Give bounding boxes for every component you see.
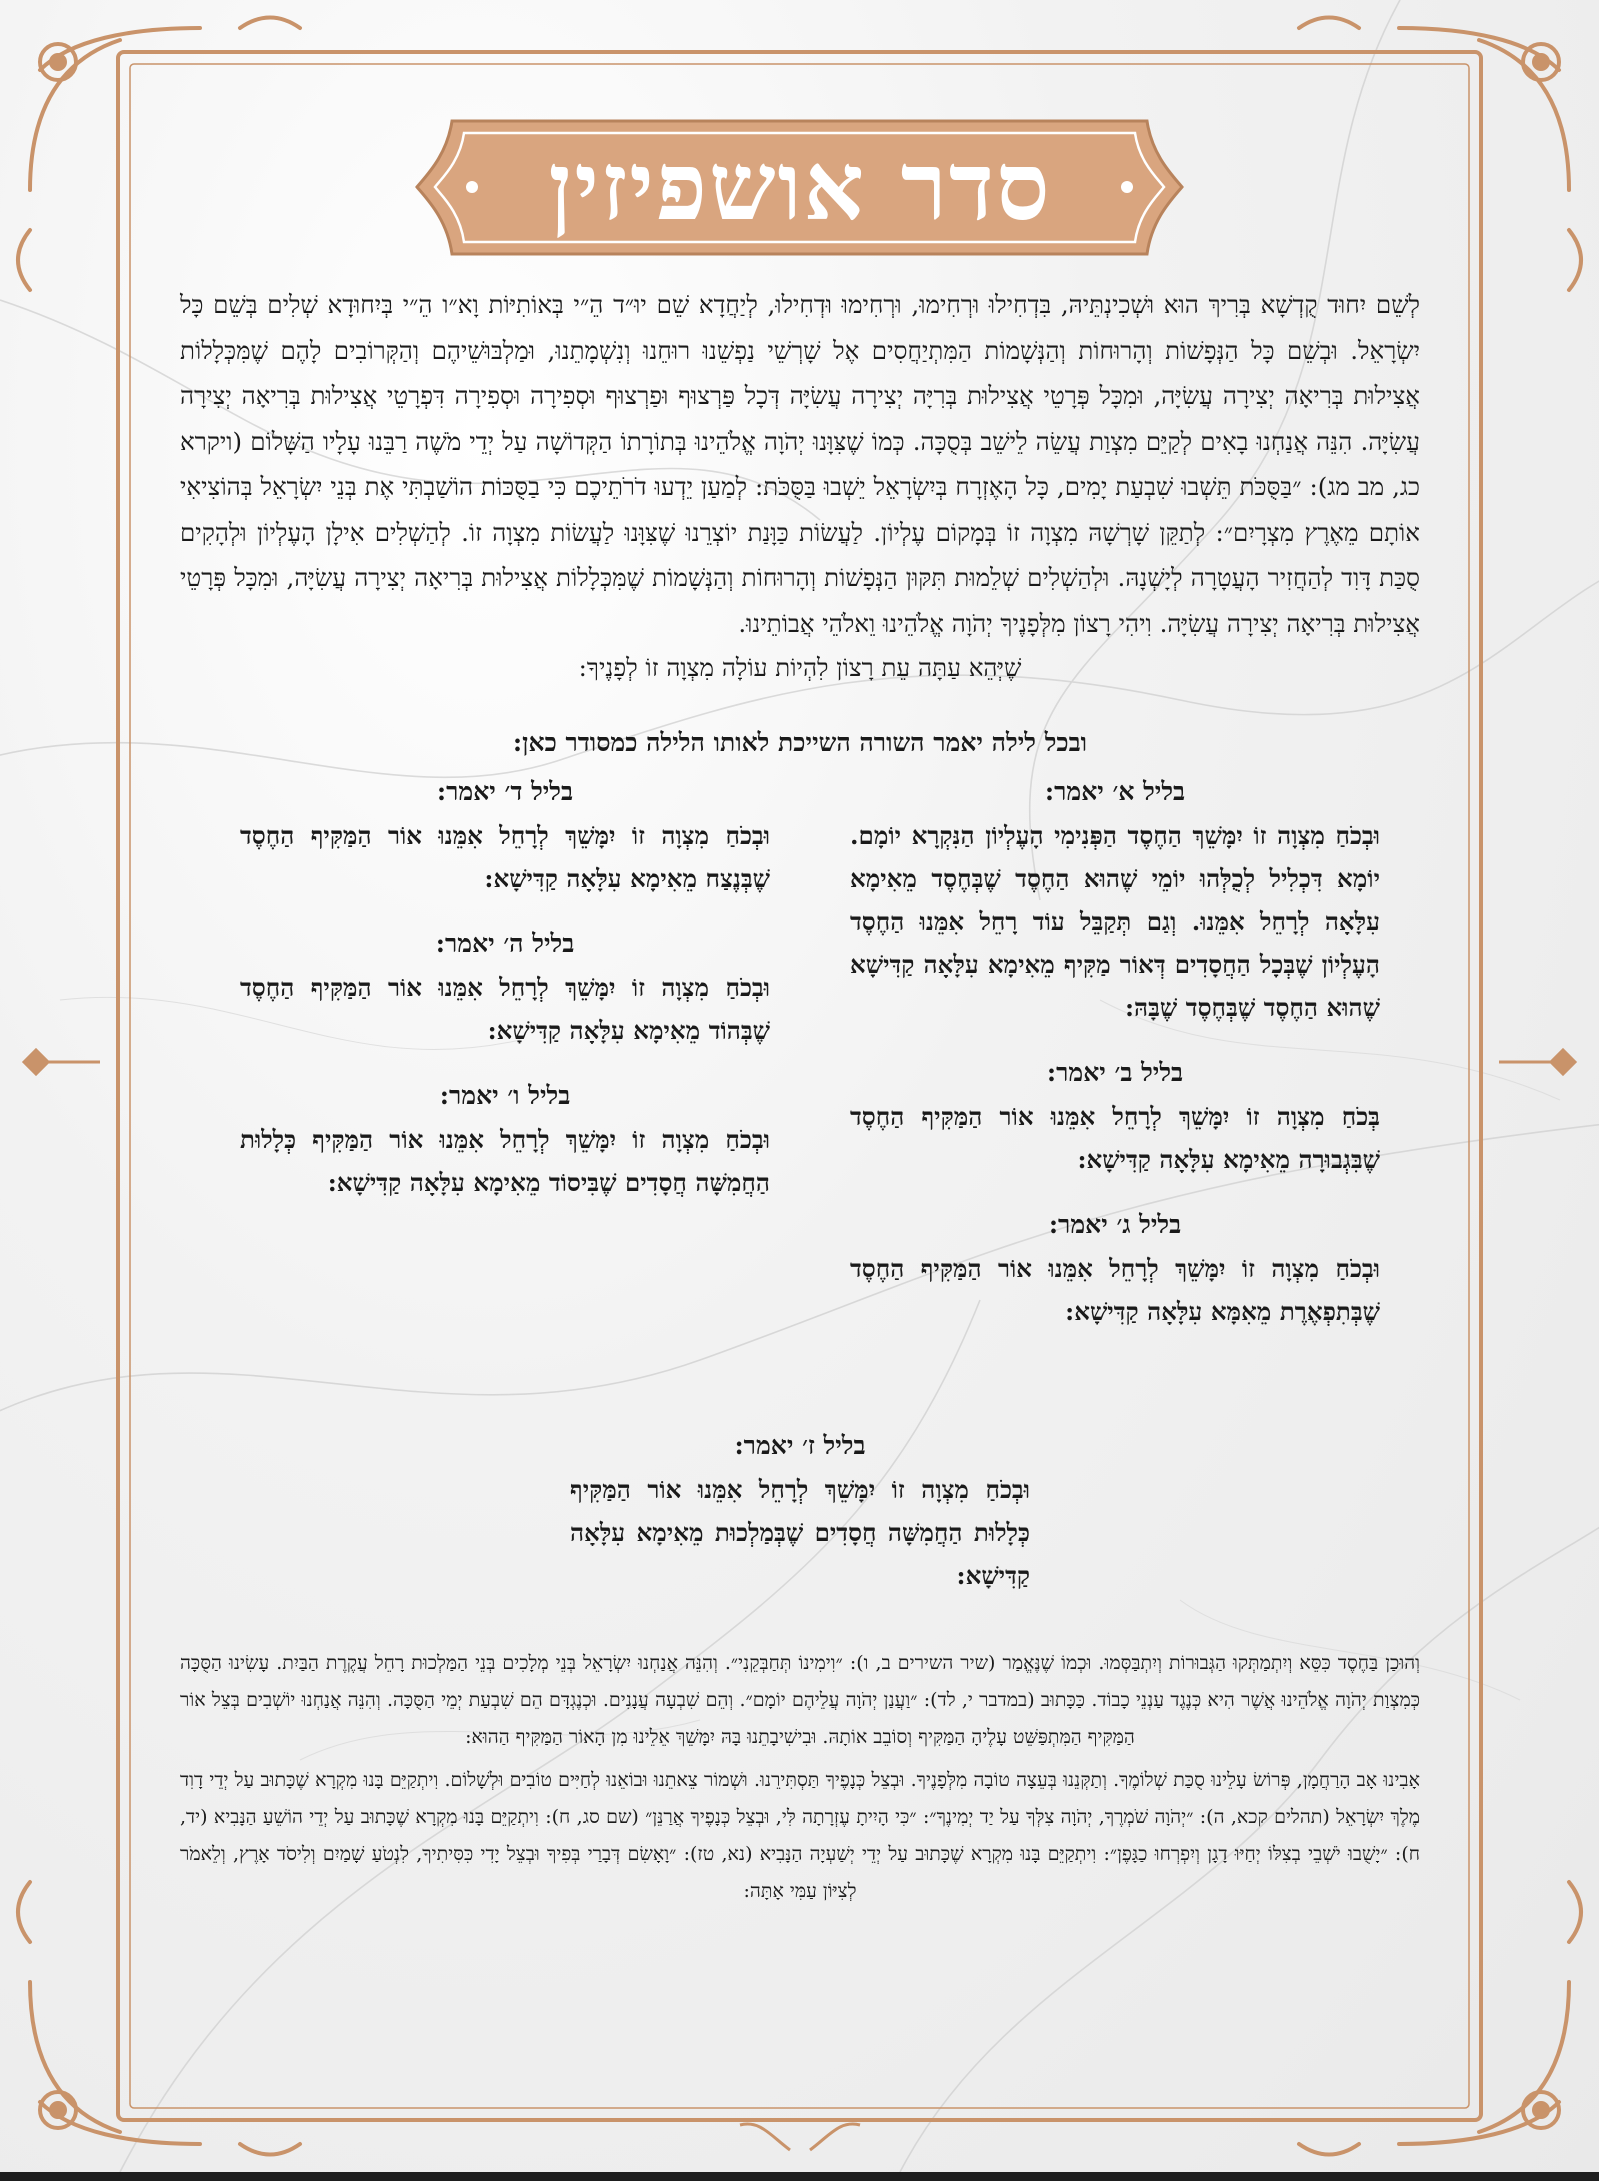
night-2-text: בְּכֹחַ מִצְוָה זוֹ יִמָּשֵׁךְ לְרָחֵל אִמֵּנוּ אוֹר הַמַּקִּיף הַחֶסֶד שֶׁבִּגְבוּרָה מֵאִימָא עִלָּאָה קַדִּישָׁא: [850, 1102, 1380, 1174]
intro-paragraph: לְשֵׁם יִחוּד קֻדְשָׁא בְּרִיךְ הוּא וּשְׁכִינְתֵּיהּ, בִּדְחִילוּ וּרְחִימוּ, וּרְחִימוּ וּדְחִילוּ, לְיַחֲדָא שֵׁם יוּ״ד הֵ״י בְּאוֹתִיּוֹת וָא״ו הֵ״י בְּיִחוּדָא שְׁלִים בְּשֵׁם כָּל יִשְׂרָאֵל. וּבְשֵׁם כָּל הַנְּפָשׁוֹת וְהָרוּחוֹת וְהַנְּשָׁמוֹת הַמִּתְיַחֲסִים אֶל שָׁרְשֵׁי נַפְשֵׁנוּ רוּחֵנוּ וְנִשְׁמָתֵנוּ, וּמַלְבּוּשֵׁיהֶם וְהַקְּרוֹבִים לָהֶם שֶׁמִּכְּלָלוֹת אֲצִילוּת בְּרִיאָה יְצִירָה עֲשִׂיָּה, וּמִכָּל פְּרָטֵי אֲצִילוּת בְּרִיָּה יְצִירָה עֲשִׂיָּה דְּכָל פַּרְצוּף וּפַרְצוּף וּסְפִירָה וּסְפִירָה דִּפְרָטֵי אֲצִילוּת בְּרִיאָה יְצִירָה עֲשִׂיָּה. הִנֵּה אֲנַחְנוּ בָאִים לְקַיֵּם מִצְוַת עֲשֵׂה לֵישֵׁב בְּסֻכָּה. כְּמוֹ שֶׁצִּוָּנוּ יְהֹוָה אֱלֹהֵינוּ בְּתוֹרָתוֹ הַקְּדוֹשָׁה עַל יְדֵי מֹשֶׁה רַבֵּנוּ עָלָיו הַשָּׁלוֹם (ויקרא כג, מב מג): ״בַּסֻּכֹּת תֵּשְׁבוּ שִׁבְעַת יָמִים, כָּל הָאֶזְרָח בְּיִשְׂרָאֵל יֵשְׁבוּ בַּסֻּכֹּת: לְמַעַן יֵדְעוּ דֹרֹתֵיכֶם כִּי בַסֻּכּוֹת הוֹשַׁבְתִּי אֶת בְּנֵי יִשְׂרָאֵל בְּהוֹצִיאִי אוֹתָם מֵאֶרֶץ מִצְרָיִם״: לְתַקֵּן שָׁרְשָׁהּ מִצְוָה זוֹ בְּמָקוֹם עֶלְיוֹן. לַעֲשׂוֹת כַּוָּנַת יוֹצְרֵנוּ שֶׁצִּוָּנוּ לַעֲשׂוֹת מִצְוָה זוֹ. לְהַשְׁלִים אִילָן הָעֶלְיוֹן וּלְהָקִים סֻכַּת דָּוִד לְהַחֲזִיר הָעֲטָרָה לְיָשְׁנָהּ. וּלְהַשְׁלִים שְׁלֵמוּת תִּקּוּן הַנְּפָשׁוֹת וְהָרוּחוֹת וְהַנְּשָׁמוֹת שֶׁמִּכְּלָלוֹת אֲצִילוּת בְּרִיאָה יְצִירָה עֲשִׂיָּה, וּמִכָּל פְּרָטֵי אֲצִילוּת בְּרִיאָה יְצִירָה עֲשִׂיָּה. וִיהִי רָצוֹן מִלְּפָנֶיךָ יְהֹוָה אֱלֹהֵינוּ וֵאלֹהֵי אֲבוֹתֵינוּ. [180, 290, 1420, 638]
night-4-text: וּבְכֹחַ מִצְוָה זוֹ יִמָּשֵׁךְ לְרָחֵל אִמֵּנוּ אוֹר הַמַּקִּיף הַחֶסֶד שֶׁבְּנֶצַח מֵאִימָא עִלָּאָה קַדִּישָׁא: [240, 821, 770, 893]
nightly-instruction: ובכל לילה יאמר השורה השייכת לאותו הלילה כמסודר כאן: [512, 728, 1088, 757]
night-7-heading: בליל ז׳ יאמר: [734, 1431, 866, 1460]
nights-column-right [850, 770, 1380, 1355]
night-6-text: וּבְכֹחַ מִצְוָה זוֹ יִמָּשֵׁךְ לְרָחֵל אִמֵּנוּ אוֹר הַמַּקִּיף כְּלָלוּת הַחֲמִשָּׁה חֲסָדִים שֶׁבִּיסוֹד מֵאִימָא עִלָּאָה קַדִּישָׁא: [240, 1125, 770, 1197]
night-1-text: וּבְכֹחַ מִצְוָה זוֹ יִמָּשֵׁךְ הַחֶסֶד הַפְּנִימִי הָעֶלְיוֹן הַנִּקְרָא יוֹמָם. יוֹמָא דִּכְלִיל לְכֻלְּהוּ יוֹמֵי שֶׁהוּא הַחֶסֶד שֶׁבְּחֶסֶד מֵאִימָא עִלָּאָה לְרָחֵל אִמֵּנוּ. וְגַם תְּקַבֵּל עוֹד רָחֵל אִמֵּנוּ הַחֶסֶד הָעֶלְיוֹן שֶׁבְּכָל הַחֲסָדִים דְּאוֹר מַקִּיף מֵאִימָא עִלָּאָה קַדִּישָׁא שֶׁהוּא הַחֶסֶד שֶׁבְּחֶסֶד שֶׁבָּהּ: [850, 821, 1380, 1022]
night-2-heading: בליל ב׳ יאמר: [1046, 1058, 1184, 1087]
night-1-heading: בליל א׳ יאמר: [1044, 777, 1186, 806]
night-3-text: וּבְכֹחַ מִצְוָה זוֹ יִמָּשֵׁךְ לְרָחֵל אִמֵּנוּ אוֹר הַמַּקִּיף הַחֶסֶד שֶׁבְּתִפְאֶרֶת מֵאִמָּא עִלָּאָה קַדִּישָׁא: [850, 1254, 1380, 1326]
night-4-block [240, 770, 770, 900]
night-7-block [570, 1424, 1030, 1597]
closing-paragraph-1: וְהוּכַן בַּחֶסֶד כִּסֵּא וְיִתְמַתְּקוּ הַגְּבוּרוֹת וְיִתְבַּסְּמוּ. וּכְמוֹ שֶׁנֶּאֱמַר (שיר השירים ב, ו): ״וִימִינוֹ תְּחַבְּקֵנִי״. וְהִנֵּה אֲנַחְנוּ יִשְׂרָאֵל בְּנֵי מְלָכִים בְּנֵי הַמַּלְכוּת רָחֵל עֲקֶרֶת הַבַּיִת. עָשִׂינוּ הַסֻּכָּה כְּמִצְוַת יְהֹוָה אֱלֹהֵינוּ אֲשֶׁר הִיא כְּנֶגֶד עַנְנֵי כָבוֹד. כַּכָּתוּב (במדבר י, לד): ״וַעֲנַן יְהֹוָה עֲלֵיהֶם יוֹמָם״. וְהֵם שִׁבְעָה עֲנָנִים. וּכְנֶגְדָּם הֵם שִׁבְעַת יְמֵי הַסֻּכָּה. וְהִנֵּה אֲנַחְנוּ יוֹשְׁבִים בְּצֵל אוֹר הַמַּקִּיף הַמִּתְפַּשֵּׁט עָלֶיהָ הַמַּקִּיף וְסוֹבֵב אוֹתָהּ. וּבִישִׁיבָתֵנוּ בָּהּ יִמָּשֵׁךְ אֵלֵינוּ מִן הָאוֹר הַמַּקִּיף הַהוּא: [180, 1652, 1420, 1748]
night-5-text: וּבְכֹחַ מִצְוָה זוֹ יִמָּשֵׁךְ לְרָחֵל אִמֵּנוּ אוֹר הַמַּקִּיף הַחֶסֶד שֶׁבְּהוֹד מֵאִימָא עִלָּאָה קַדִּישָׁא: [240, 973, 770, 1045]
night-3-block [850, 1203, 1380, 1333]
page-title: סדר אושפיזין [548, 132, 1052, 242]
night-2-block [850, 1051, 1380, 1181]
main-content [180, 282, 1420, 1916]
night-3-heading: בליל ג׳ יאמר: [1048, 1210, 1182, 1239]
night-7-text: וּבְכֹחַ מִצְוָה זוֹ יִמָּשֵׁךְ לְרָחֵל אִמֵּנוּ אוֹר הַמַּקִּיף כְּלָלוּת הַחֲמִשָּׁה חֲסָדִים שֶׁבְּמַלְכוּת מֵאִימָא עִלָּאָה קַדִּישָׁא: [570, 1475, 1030, 1590]
closing-paragraph-2: אָבִינוּ אָב הָרַחֲמָן, פְּרוֹשׂ עָלֵינוּ סֻכַּת שְׁלוֹמֶךָ. וְתַקְּנֵנוּ בְּעֵצָה טוֹבָה מִלְּפָנֶיךָ. וּבְצֵל כְּנָפֶיךָ תַּסְתִּירֵנוּ. וּשְׁמוֹר צֵאתֵנוּ וּבוֹאֵנוּ לְחַיִּים טוֹבִים וּלְשָׁלוֹם. וִיתְקַיֵּם בָּנוּ מִקְרָא שֶׁכָּתוּב עַל יְדֵי דָוִד מֶלֶךְ יִשְׂרָאֵל (תהלים קכא, ה): ״יְהֹוָה שֹׁמְרֶךָ, יְהֹוָה צִלְּךָ עַל יַד יְמִינֶךָ״: ״כִּי הָיִיתָ עֶזְרָתָה לִּי, וּבְצֵל כְּנָפֶיךָ אֲרַנֵּן״ (שם סג, ח): וִיתְקַיֵּם בָּנוּ מִקְרָא שֶׁכָּתוּב עַל יְדֵי הוֹשֵׁעַ הַנָּבִיא (יד, ח): ״יָשֻׁבוּ יֹשְׁבֵי בְצִלּוֹ יְחַיּוּ דָגָן וְיִפְרְחוּ כַגָּפֶן״: וִיתְקַיֵּם בָּנוּ מִקְרָא שֶׁכָּתוּב עַל יְדֵי יְשַׁעְיָה הַנָּבִיא (נא, טז): ״וָאָשִׂם דְּבָרַי בְּפִיךָ וּבְצֵל יָדִי כִּסִּיתִיךָ, לִנְטֹעַ שָׁמַיִם וְלִיסֹד אָרֶץ, וְלֵאמֹר לְצִיּוֹן עַמִּי אָתָּה: [180, 1769, 1420, 1902]
night-5-heading: בליל ה׳ יאמר: [435, 929, 575, 958]
night-5-block [240, 922, 770, 1052]
closing-section [180, 1645, 1420, 1910]
nights-grid [180, 770, 1420, 1440]
night-6-heading: בליל ו׳ יאמר: [439, 1081, 571, 1110]
night-4-heading: בליל ד׳ יאמר: [436, 777, 574, 806]
viewer-bottom-edge [0, 2172, 1599, 2181]
nights-column-left [240, 770, 770, 1226]
night-6-block [240, 1074, 770, 1204]
night-1-block [850, 770, 1380, 1029]
intro-closing-line: שֶׁיְּהֵא עַתָּה עֵת רָצוֹן לִהְיוֹת עוֹלָה מִצְוָה זוֹ לְפָנֶיךָ: [578, 653, 1022, 682]
